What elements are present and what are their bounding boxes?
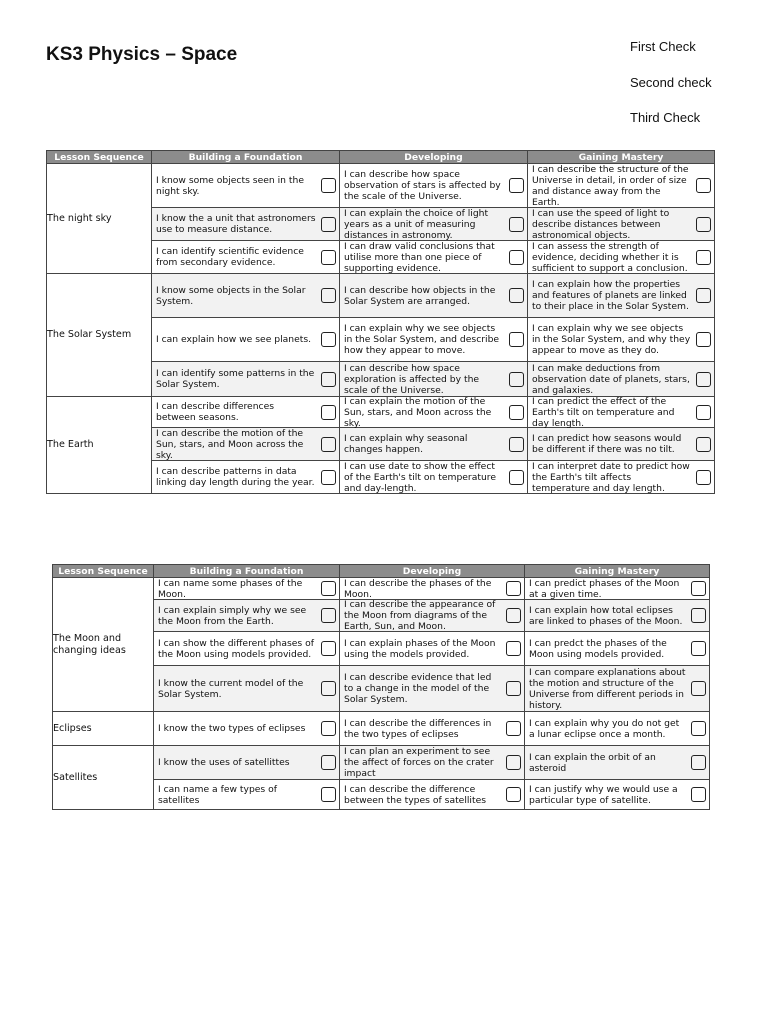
statement-cell xyxy=(154,712,340,746)
statement-text: I can make deductions from observation date of planets, stars, and galaxies. xyxy=(532,362,690,396)
statement-text: I know the two types of eclipses xyxy=(158,723,306,734)
statement-cell xyxy=(528,461,715,494)
statement-text: I can plan an experiment to see the affect of forces on the crater impact xyxy=(344,746,494,779)
statement-cell xyxy=(528,428,715,461)
checkbox[interactable] xyxy=(506,581,521,596)
statement-text: I can explain phases of the Moon using the models provided. xyxy=(344,637,496,660)
checkbox[interactable] xyxy=(321,332,336,347)
statement-cell xyxy=(340,666,525,712)
statement-text: I can explain how the properties and features of planets are linked to their place in the Solar System. xyxy=(532,279,689,312)
statement-cell xyxy=(528,397,715,428)
statement-text: I can explain how we see planets. xyxy=(156,334,312,345)
statement-cell xyxy=(340,208,528,241)
statement-text: I can describe the structure of the Universe in detail, in order of size and distance away from the Earth. xyxy=(532,163,689,208)
statement-cell xyxy=(154,780,340,810)
statement-text: I can compare explanations about the motion and structure of the Universe from different periods in history. xyxy=(529,666,686,711)
checkbox[interactable] xyxy=(509,372,524,387)
statement-text: I can explain the motion of the Sun, stars, and Moon across the sky. xyxy=(344,395,492,429)
checkbox[interactable] xyxy=(321,405,336,420)
statement-text: I can describe evidence that led to a change in the model of the Solar System. xyxy=(344,672,492,705)
statement-text: I can describe differences between seasons. xyxy=(156,401,275,423)
statement-cell xyxy=(340,578,525,600)
statement-cell xyxy=(154,746,340,780)
checkbox[interactable] xyxy=(509,470,524,485)
checkbox[interactable] xyxy=(509,288,524,303)
statement-text: I can describe the phases of the Moon. xyxy=(344,577,492,600)
statement-text: I can describe how space exploration is affected by the scale of the Universe. xyxy=(344,362,480,396)
table-header-row xyxy=(53,565,710,578)
statement-cell xyxy=(152,274,340,318)
lesson-sequence-cell: Satellites xyxy=(53,746,154,810)
statement-text: I can name some phases of the Moon. xyxy=(158,577,303,600)
checkbox[interactable] xyxy=(321,372,336,387)
checkbox[interactable] xyxy=(509,250,524,265)
statement-cell xyxy=(528,318,715,362)
statement-text: I know some objects in the Solar System. xyxy=(156,284,306,307)
statement-text: I can use date to show the effect of the Earth's tilt on temperature and day-length. xyxy=(344,460,496,494)
statement-text: I can identify some patterns in the Solar System. xyxy=(156,368,315,390)
first-check-label: First Check xyxy=(630,39,696,54)
checkbox[interactable] xyxy=(691,787,706,802)
statement-text: I can draw valid conclusions that utilise more than one piece of supporting evidence. xyxy=(344,240,495,274)
statement-text: I can explain the orbit of an asteroid xyxy=(529,751,656,774)
statement-cell xyxy=(340,780,525,810)
checkbox[interactable] xyxy=(321,787,336,802)
statement-cell xyxy=(525,712,710,746)
checkbox[interactable] xyxy=(321,178,336,193)
checkbox[interactable] xyxy=(691,608,706,623)
statement-cell xyxy=(528,241,715,274)
statement-text: I can explain how total eclipses are linked to phases of the Moon. xyxy=(529,604,683,627)
statement-cell xyxy=(528,164,715,208)
statement-cell xyxy=(152,241,340,274)
statement-cell xyxy=(525,578,710,600)
checkbox[interactable] xyxy=(696,470,711,485)
statement-text: I can describe the appearance of the Moon from diagrams of the Earth, Sun, and Moon. xyxy=(344,599,496,632)
table-row xyxy=(53,578,710,600)
checkbox[interactable] xyxy=(506,721,521,736)
statement-cell xyxy=(340,461,528,494)
table-row xyxy=(47,397,715,428)
statement-text: I can predct the phases of the Moon using models provided. xyxy=(529,637,667,660)
statement-cell xyxy=(528,274,715,318)
lesson-sequence-cell: Eclipses xyxy=(53,712,154,746)
statement-cell xyxy=(152,397,340,428)
statement-text: I can explain why seasonal changes happen. xyxy=(344,433,468,455)
checkbox[interactable] xyxy=(691,755,706,770)
checkbox[interactable] xyxy=(696,372,711,387)
statement-cell xyxy=(152,208,340,241)
statement-cell xyxy=(340,428,528,461)
checkbox[interactable] xyxy=(696,250,711,265)
checkbox[interactable] xyxy=(321,608,336,623)
statement-cell xyxy=(340,600,525,632)
statement-cell xyxy=(525,780,710,810)
checkbox[interactable] xyxy=(509,332,524,347)
statement-text: I can describe the differences in the two types of eclipses xyxy=(344,717,492,740)
checkbox[interactable] xyxy=(691,581,706,596)
statement-text: I can identify scientific evidence from secondary evidence. xyxy=(156,246,304,268)
checkbox[interactable] xyxy=(509,437,524,452)
checkbox[interactable] xyxy=(506,755,521,770)
checkbox[interactable] xyxy=(696,405,711,420)
statement-cell xyxy=(340,362,528,397)
statement-cell xyxy=(340,397,528,428)
checkbox[interactable] xyxy=(506,608,521,623)
statement-text: I can interpret date to predict how the Earth's tilt affects temperature and day length. xyxy=(532,460,690,494)
header-gaining-mastery: Gaining Mastery xyxy=(528,151,715,164)
checkbox[interactable] xyxy=(696,332,711,347)
table-row xyxy=(47,274,715,318)
statement-text: I can use the speed of light to describe distances between astronomical objects. xyxy=(532,207,670,241)
statement-cell xyxy=(525,666,710,712)
lesson-sequence-cell: The Earth xyxy=(47,397,152,494)
statement-cell xyxy=(525,600,710,632)
checkbox[interactable] xyxy=(321,437,336,452)
statement-text: I can predict the effect of the Earth's tilt on temperature and day length. xyxy=(532,395,675,429)
statement-cell xyxy=(154,666,340,712)
checkbox[interactable] xyxy=(696,288,711,303)
checkbox[interactable] xyxy=(509,217,524,232)
header-lesson-sequence: Lesson Sequence xyxy=(53,565,154,578)
statement-text: I can explain the choice of light years as a unit of measuring distances in astronomy. xyxy=(344,207,489,241)
checkbox[interactable] xyxy=(506,787,521,802)
statement-text: I can describe the difference between the types of satellites xyxy=(344,783,487,806)
statement-cell xyxy=(340,712,525,746)
checkbox[interactable] xyxy=(696,437,711,452)
statement-cell xyxy=(340,318,528,362)
statement-cell xyxy=(154,600,340,632)
header-building-foundation: Building a Foundation xyxy=(154,565,340,578)
header-developing: Developing xyxy=(340,151,528,164)
table-row xyxy=(47,164,715,208)
checkbox[interactable] xyxy=(321,288,336,303)
statement-cell xyxy=(152,164,340,208)
checkbox[interactable] xyxy=(696,217,711,232)
checkbox[interactable] xyxy=(321,755,336,770)
statement-text: I know some objects seen in the night sky. xyxy=(156,174,304,197)
statement-text: I can describe how objects in the Solar System are arranged. xyxy=(344,284,496,307)
statement-text: I can predict how seasons would be different if there was no tilt. xyxy=(532,433,682,455)
statement-cell xyxy=(154,632,340,666)
header-gaining-mastery: Gaining Mastery xyxy=(525,565,710,578)
header-developing: Developing xyxy=(340,565,525,578)
statement-text: I can explain why you do not get a lunar eclipse once a month. xyxy=(529,717,680,740)
checkbox[interactable] xyxy=(691,641,706,656)
header-building-foundation: Building a Foundation xyxy=(152,151,340,164)
statement-text: I can predict phases of the Moon at a given time. xyxy=(529,577,680,600)
statement-text: I can name a few types of satellites xyxy=(158,783,277,806)
space-table-1 xyxy=(46,150,715,494)
statement-text: I know the current model of the Solar System. xyxy=(158,677,304,700)
checkbox[interactable] xyxy=(321,217,336,232)
space-table-2 xyxy=(52,564,710,810)
table-header-row xyxy=(47,151,715,164)
statement-cell xyxy=(340,632,525,666)
statement-cell xyxy=(340,241,528,274)
table-row xyxy=(53,746,710,780)
second-check-label: Second check xyxy=(630,74,712,90)
lesson-sequence-cell: The Solar System xyxy=(47,274,152,397)
checkbox[interactable] xyxy=(696,178,711,193)
statement-cell xyxy=(525,746,710,780)
third-check-label: Third Check xyxy=(630,110,701,125)
statement-cell xyxy=(340,164,528,208)
check-list xyxy=(630,29,712,136)
checkbox[interactable] xyxy=(509,178,524,193)
page-title: KS3 Physics – Space xyxy=(46,44,238,65)
statement-cell xyxy=(528,208,715,241)
statement-text: I can describe the motion of the Sun, stars, and Moon across the sky. xyxy=(156,427,304,461)
statement-cell xyxy=(152,461,340,494)
checkbox[interactable] xyxy=(509,405,524,420)
statement-text: I can describe patterns in data linking day length during the year. xyxy=(156,466,315,488)
table-row xyxy=(53,712,710,746)
statement-text: I can explain why we see objects in the Solar System, and why they appear to move as they do. xyxy=(532,323,691,356)
statement-cell xyxy=(340,274,528,318)
statement-cell xyxy=(528,362,715,397)
lesson-sequence-cell: The Moon and changing ideas xyxy=(53,578,154,712)
statement-cell xyxy=(525,632,710,666)
checkbox[interactable] xyxy=(506,641,521,656)
statement-text: I can explain why we see objects in the Solar System, and describe how they appear to move. xyxy=(344,323,500,356)
statement-cell xyxy=(152,318,340,362)
statement-text: I can show the different phases of the Moon using models provided. xyxy=(158,637,314,660)
lesson-sequence-cell: The night sky xyxy=(47,164,152,274)
checkbox[interactable] xyxy=(321,681,336,696)
statement-text: I know the uses of satellittes xyxy=(158,757,290,768)
checkbox[interactable] xyxy=(321,721,336,736)
statement-text: I know the a unit that astronomers use to measure distance. xyxy=(156,213,316,235)
checkbox[interactable] xyxy=(321,470,336,485)
statement-text: I can justify why we would use a particular type of satellite. xyxy=(529,783,678,806)
statement-text: I can describe how space observation of stars is affected by the scale of the Universe. xyxy=(344,169,501,202)
statement-cell xyxy=(154,578,340,600)
statement-cell xyxy=(152,428,340,461)
checkbox[interactable] xyxy=(321,641,336,656)
checkbox[interactable] xyxy=(691,681,706,696)
checkbox[interactable] xyxy=(691,721,706,736)
checkbox[interactable] xyxy=(321,250,336,265)
statement-cell xyxy=(340,746,525,780)
statement-text: I can assess the strength of evidence, deciding whether it is sufficient to support a conclusion. xyxy=(532,240,688,274)
statement-text: I can explain simply why we see the Moon from the Earth. xyxy=(158,604,307,627)
header-lesson-sequence: Lesson Sequence xyxy=(47,151,152,164)
statement-cell xyxy=(152,362,340,397)
checkbox[interactable] xyxy=(321,581,336,596)
checkbox[interactable] xyxy=(506,681,521,696)
